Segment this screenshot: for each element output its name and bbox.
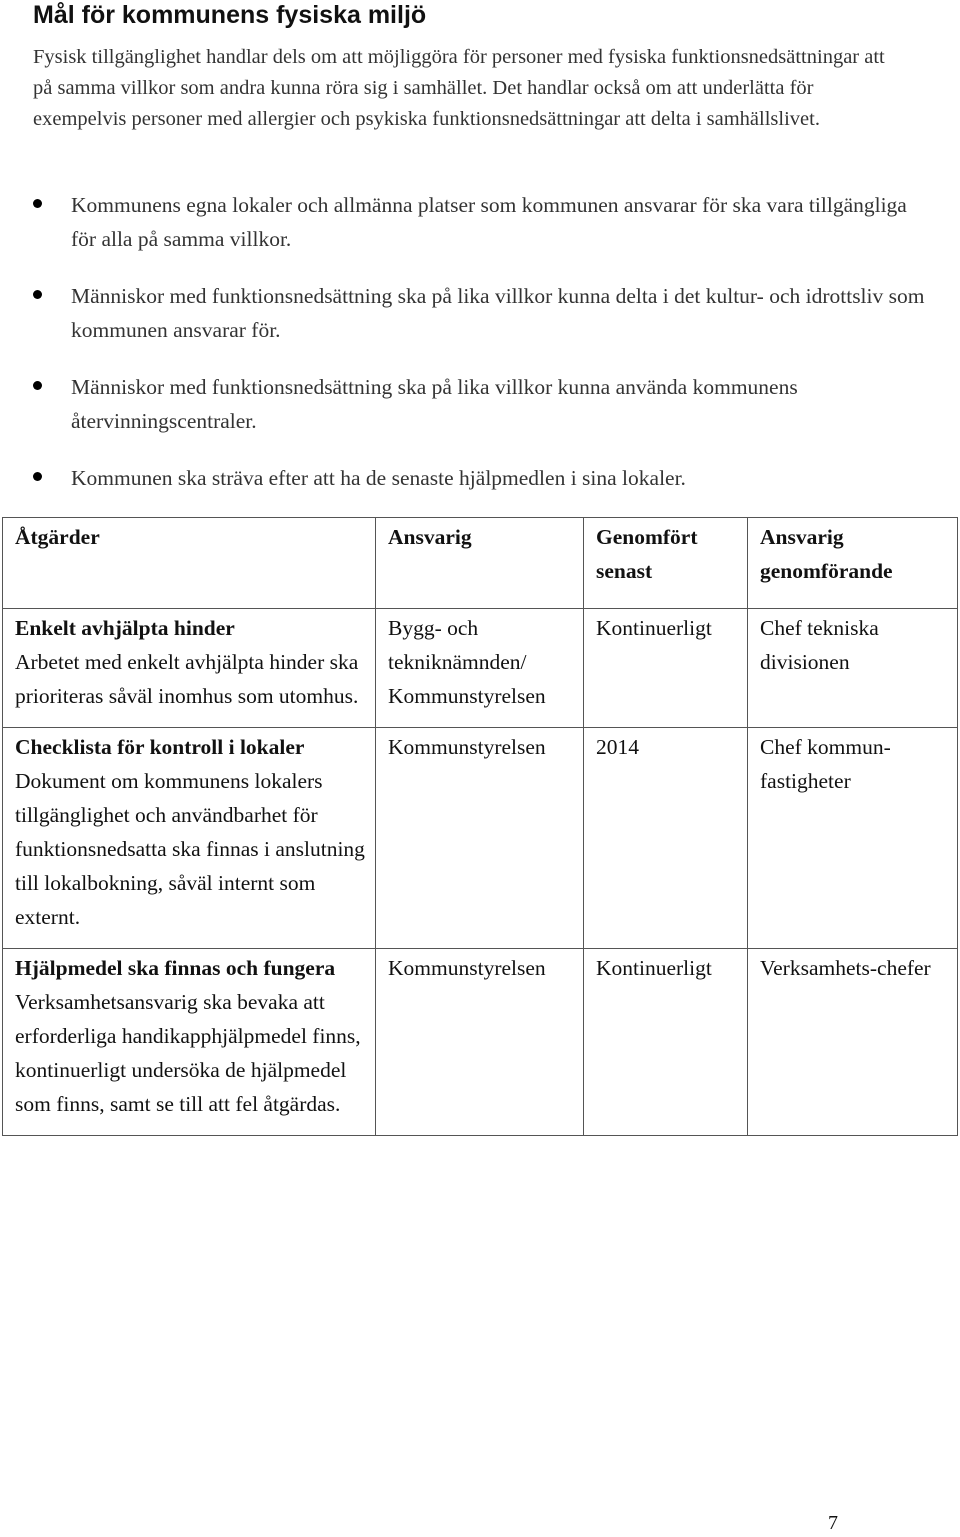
action-cell bbox=[3, 949, 376, 1136]
deadline-cell: Kontinuerligt bbox=[584, 949, 748, 1136]
responsible-cell: Bygg- och tekniknämnden/ Kommunstyrelsen bbox=[376, 609, 584, 728]
goal-list bbox=[33, 188, 933, 518]
action-cell bbox=[3, 728, 376, 949]
goal-item bbox=[33, 188, 933, 256]
table-row bbox=[3, 949, 958, 1136]
executor-cell: Chef tekniska divisionen bbox=[748, 609, 958, 728]
action-description: Verksamhetsansvarig ska bevaka att erforderliga handikapphjälpmedel finns, kontinuerligt undersöka de hjälpmedel som finns, samt se till att fel åtgärdas. bbox=[15, 990, 361, 1116]
goal-text: Människor med funktionsnedsättning ska på lika villkor kunna använda kommunens återvinningscentraler. bbox=[71, 375, 798, 433]
executor-cell: Verksamhets-chefer bbox=[748, 949, 958, 1136]
action-description: Dokument om kommunens lokalers tillgänglighet och användbarhet för funktionsnedsatta ska finnas i anslutning till lokalbokning, såväl internt som externt. bbox=[15, 769, 365, 929]
intro-paragraph: Fysisk tillgänglighet handlar dels om att möjliggöra för personer med fysiska funktionsnedsättningar att på samma villkor som andra kunna röra sig i samhället. Det handlar också om att underlätta för exempelvis personer med allergier och psykiska funktionsnedsättningar att delta i samhällslivet. bbox=[33, 46, 885, 130]
header-responsible: Ansvarig bbox=[376, 518, 584, 609]
goal-text: Kommunens egna lokaler och allmänna platser som kommunen ansvarar för ska vara tillgängliga för alla på samma villkor. bbox=[71, 193, 907, 251]
table-header-row bbox=[3, 518, 958, 609]
action-title: Checklista för kontroll i lokaler bbox=[15, 735, 305, 759]
bullet-icon bbox=[33, 290, 42, 299]
header-deadline: Genomfört senast bbox=[584, 518, 748, 609]
header-actions: Åtgärder bbox=[3, 518, 376, 609]
goal-item bbox=[33, 461, 933, 495]
bullet-icon bbox=[33, 199, 42, 208]
table-row bbox=[3, 728, 958, 949]
page-number: 7 bbox=[828, 1512, 838, 1534]
goal-text: Människor med funktionsnedsättning ska på lika villkor kunna delta i det kultur- och idrottsliv som kommunen ansvarar för. bbox=[71, 284, 925, 342]
executor-cell: Chef kommun-fastigheter bbox=[748, 728, 958, 949]
responsible-cell: Kommunstyrelsen bbox=[376, 728, 584, 949]
bullet-icon bbox=[33, 472, 42, 481]
action-cell bbox=[3, 609, 376, 728]
action-description: Arbetet med enkelt avhjälpta hinder ska prioriteras såväl inomhus som utomhus. bbox=[15, 650, 359, 708]
actions-table bbox=[2, 517, 958, 1136]
deadline-cell: Kontinuerligt bbox=[584, 609, 748, 728]
header-executor: Ansvarig genomförande bbox=[748, 518, 958, 609]
deadline-cell: 2014 bbox=[584, 728, 748, 949]
goal-item bbox=[33, 279, 933, 347]
goal-text: Kommunen ska sträva efter att ha de senaste hjälpmedlen i sina lokaler. bbox=[71, 466, 686, 490]
responsible-cell: Kommunstyrelsen bbox=[376, 949, 584, 1136]
action-title: Hjälpmedel ska finnas och fungera bbox=[15, 956, 336, 980]
action-title: Enkelt avhjälpta hinder bbox=[15, 616, 235, 640]
bullet-icon bbox=[33, 381, 42, 390]
table-row bbox=[3, 609, 958, 728]
page-heading: Mål för kommunens fysiska miljö bbox=[33, 1, 427, 29]
goal-item bbox=[33, 370, 933, 438]
